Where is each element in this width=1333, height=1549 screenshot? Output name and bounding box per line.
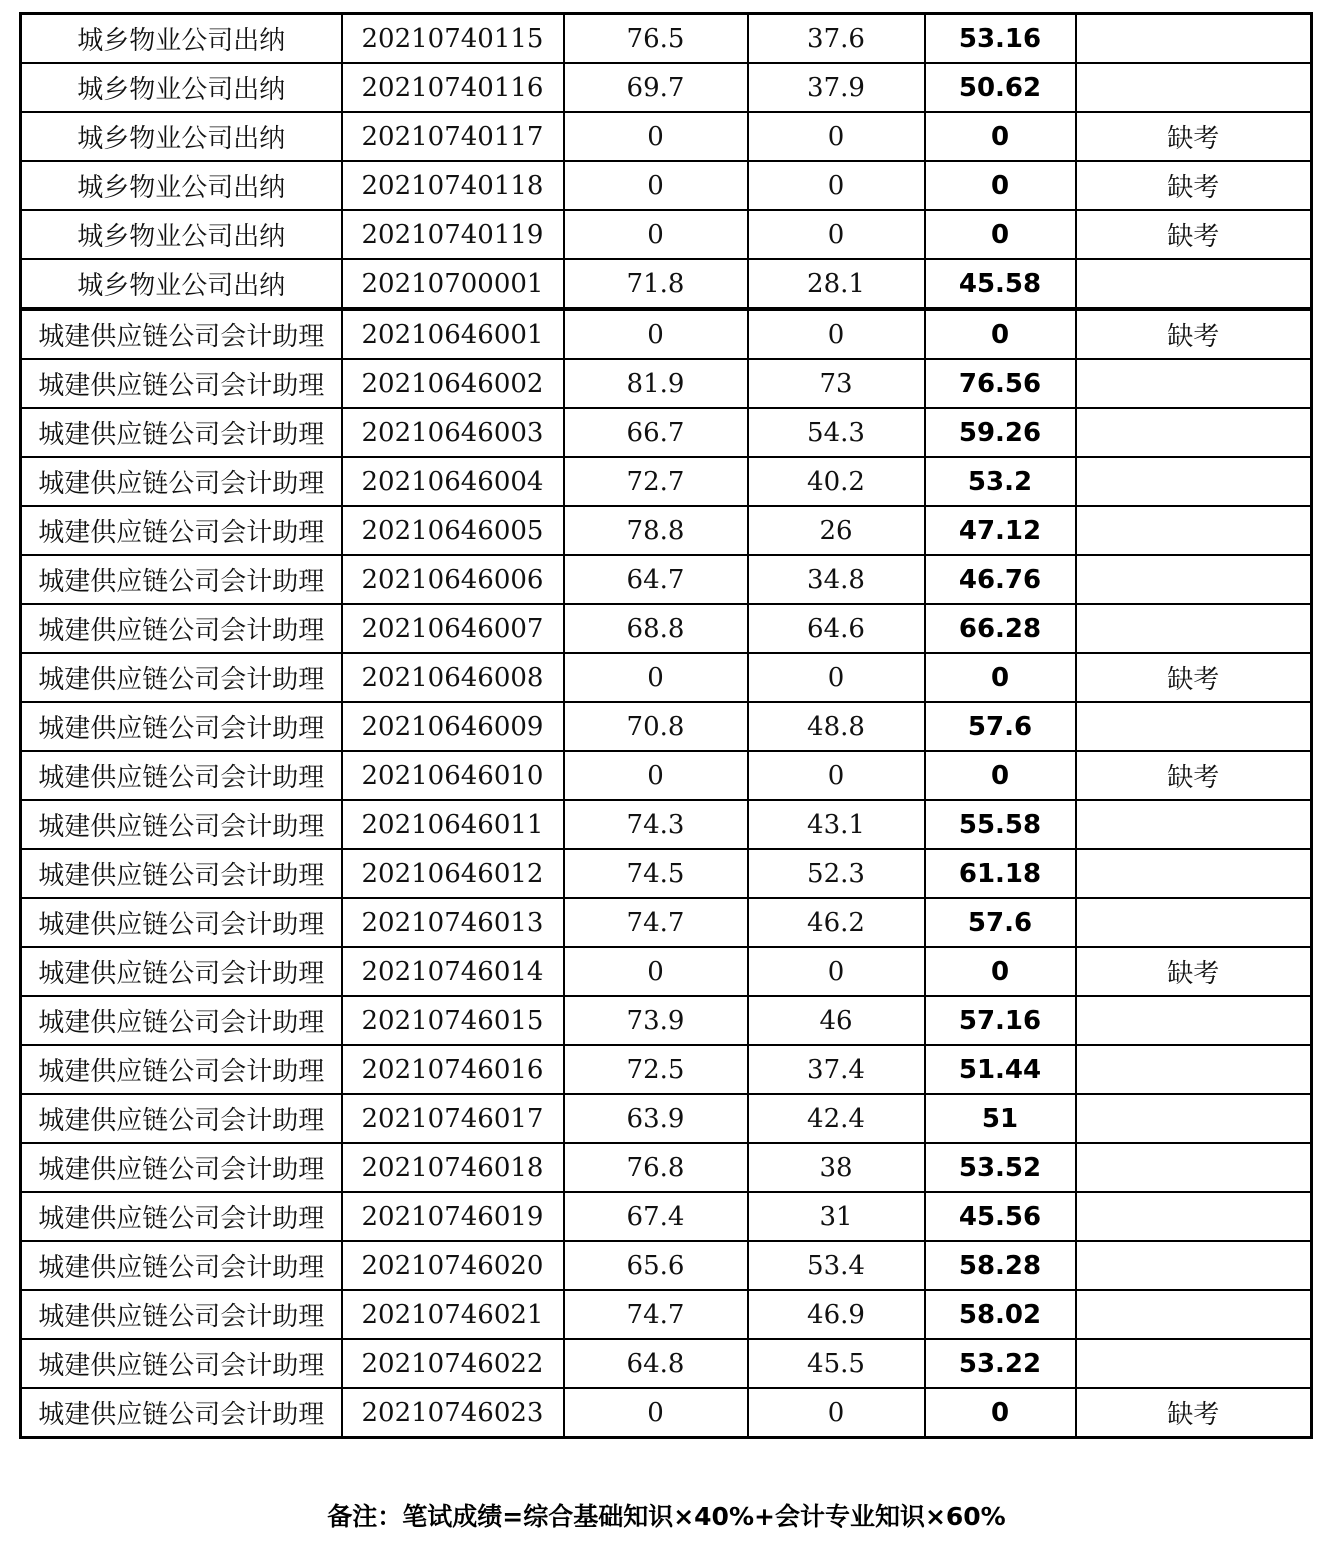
written-total-score-cell: 53.2 [925,457,1076,506]
table-row [21,604,1312,653]
position-cell: 城建供应链公司会计助理 [21,506,342,555]
position-cell: 城乡物业公司出纳 [21,161,342,210]
basic-knowledge-score-cell: 78.8 [564,506,748,555]
table-row [21,1241,1312,1290]
remark-cell [1076,359,1312,408]
table-row [21,1388,1312,1438]
exam-id-cell: 20210646008 [342,653,564,702]
table-row [21,1094,1312,1143]
written-total-score-cell: 0 [925,1388,1076,1438]
basic-knowledge-score-cell: 0 [564,947,748,996]
exam-id-cell: 20210746014 [342,947,564,996]
basic-knowledge-score-cell: 72.5 [564,1045,748,1094]
professional-score-cell: 37.4 [748,1045,925,1094]
remark-cell [1076,996,1312,1045]
position-cell: 城建供应链公司会计助理 [21,653,342,702]
remark-cell: 缺考 [1076,1388,1312,1438]
written-total-score-cell: 0 [925,112,1076,161]
basic-knowledge-score-cell: 74.3 [564,800,748,849]
position-cell: 城建供应链公司会计助理 [21,1241,342,1290]
exam-id-cell: 20210746017 [342,1094,564,1143]
position-cell: 城建供应链公司会计助理 [21,996,342,1045]
exam-id-cell: 20210746015 [342,996,564,1045]
basic-knowledge-score-cell: 0 [564,161,748,210]
table-row [21,408,1312,457]
professional-score-cell: 26 [748,506,925,555]
basic-knowledge-score-cell: 64.8 [564,1339,748,1388]
professional-score-cell: 0 [748,947,925,996]
score-table [19,12,1313,1439]
remark-cell [1076,702,1312,751]
professional-score-cell: 73 [748,359,925,408]
professional-score-cell: 46.2 [748,898,925,947]
remark-cell [1076,1094,1312,1143]
exam-id-cell: 20210646012 [342,849,564,898]
basic-knowledge-score-cell: 65.6 [564,1241,748,1290]
exam-id-cell: 20210746018 [342,1143,564,1192]
basic-knowledge-score-cell: 0 [564,112,748,161]
remark-cell [1076,849,1312,898]
professional-score-cell: 40.2 [748,457,925,506]
basic-knowledge-score-cell: 81.9 [564,359,748,408]
score-table-body [21,14,1312,1438]
remark-cell: 缺考 [1076,751,1312,800]
remark-cell [1076,506,1312,555]
written-total-score-cell: 58.28 [925,1241,1076,1290]
position-cell: 城建供应链公司会计助理 [21,1339,342,1388]
exam-id-cell: 20210646011 [342,800,564,849]
remark-cell [1076,555,1312,604]
exam-id-cell: 20210746021 [342,1290,564,1339]
professional-score-cell: 46 [748,996,925,1045]
professional-score-cell: 45.5 [748,1339,925,1388]
basic-knowledge-score-cell: 0 [564,1388,748,1438]
exam-id-cell: 20210646006 [342,555,564,604]
position-cell: 城乡物业公司出纳 [21,259,342,309]
written-total-score-cell: 0 [925,947,1076,996]
professional-score-cell: 0 [748,653,925,702]
professional-score-cell: 37.6 [748,14,925,64]
table-row [21,1290,1312,1339]
written-total-score-cell: 0 [925,210,1076,259]
footnote: 备注：笔试成绩=综合基础知识×40%+会计专业知识×60% [327,1502,1006,1531]
remark-cell [1076,63,1312,112]
written-total-score-cell: 0 [925,653,1076,702]
position-cell: 城建供应链公司会计助理 [21,947,342,996]
position-cell: 城建供应链公司会计助理 [21,408,342,457]
basic-knowledge-score-cell: 72.7 [564,457,748,506]
written-total-score-cell: 0 [925,751,1076,800]
basic-knowledge-score-cell: 0 [564,210,748,259]
written-total-score-cell: 66.28 [925,604,1076,653]
basic-knowledge-score-cell: 69.7 [564,63,748,112]
table-row [21,359,1312,408]
remark-cell: 缺考 [1076,112,1312,161]
position-cell: 城建供应链公司会计助理 [21,1290,342,1339]
written-total-score-cell: 57.16 [925,996,1076,1045]
position-cell: 城建供应链公司会计助理 [21,309,342,359]
written-total-score-cell: 55.58 [925,800,1076,849]
basic-knowledge-score-cell: 74.7 [564,898,748,947]
professional-score-cell: 0 [748,1388,925,1438]
professional-score-cell: 54.3 [748,408,925,457]
position-cell: 城建供应链公司会计助理 [21,751,342,800]
table-row [21,259,1312,309]
remark-cell: 缺考 [1076,161,1312,210]
basic-knowledge-score-cell: 74.7 [564,1290,748,1339]
exam-id-cell: 20210740116 [342,63,564,112]
professional-score-cell: 42.4 [748,1094,925,1143]
exam-id-cell: 20210740115 [342,14,564,64]
professional-score-cell: 52.3 [748,849,925,898]
written-total-score-cell: 0 [925,309,1076,359]
table-row [21,1045,1312,1094]
professional-score-cell: 34.8 [748,555,925,604]
exam-id-cell: 20210746016 [342,1045,564,1094]
remark-cell [1076,14,1312,64]
professional-score-cell: 31 [748,1192,925,1241]
written-total-score-cell: 58.02 [925,1290,1076,1339]
table-row [21,800,1312,849]
written-total-score-cell: 53.16 [925,14,1076,64]
table-row [21,161,1312,210]
exam-id-cell: 20210646001 [342,309,564,359]
professional-score-cell: 28.1 [748,259,925,309]
table-row [21,506,1312,555]
professional-score-cell: 0 [748,751,925,800]
position-cell: 城乡物业公司出纳 [21,63,342,112]
remark-cell [1076,1143,1312,1192]
basic-knowledge-score-cell: 64.7 [564,555,748,604]
exam-id-cell: 20210746023 [342,1388,564,1438]
basic-knowledge-score-cell: 71.8 [564,259,748,309]
written-total-score-cell: 57.6 [925,702,1076,751]
table-row [21,751,1312,800]
position-cell: 城建供应链公司会计助理 [21,800,342,849]
professional-score-cell: 0 [748,112,925,161]
written-total-score-cell: 53.22 [925,1339,1076,1388]
position-cell: 城建供应链公司会计助理 [21,1094,342,1143]
remark-cell [1076,259,1312,309]
position-cell: 城建供应链公司会计助理 [21,457,342,506]
written-total-score-cell: 57.6 [925,898,1076,947]
basic-knowledge-score-cell: 63.9 [564,1094,748,1143]
position-cell: 城建供应链公司会计助理 [21,1388,342,1438]
remark-cell [1076,1045,1312,1094]
basic-knowledge-score-cell: 73.9 [564,996,748,1045]
exam-id-cell: 20210746022 [342,1339,564,1388]
remark-cell [1076,1290,1312,1339]
position-cell: 城乡物业公司出纳 [21,112,342,161]
table-row [21,1192,1312,1241]
exam-id-cell: 20210646004 [342,457,564,506]
written-total-score-cell: 76.56 [925,359,1076,408]
exam-id-cell: 20210740119 [342,210,564,259]
basic-knowledge-score-cell: 76.8 [564,1143,748,1192]
table-row [21,947,1312,996]
position-cell: 城建供应链公司会计助理 [21,1045,342,1094]
written-total-score-cell: 47.12 [925,506,1076,555]
remark-cell: 缺考 [1076,947,1312,996]
table-row [21,112,1312,161]
remark-cell [1076,1339,1312,1388]
professional-score-cell: 46.9 [748,1290,925,1339]
position-cell: 城建供应链公司会计助理 [21,849,342,898]
basic-knowledge-score-cell: 76.5 [564,14,748,64]
exam-id-cell: 20210646005 [342,506,564,555]
basic-knowledge-score-cell: 0 [564,751,748,800]
position-cell: 城建供应链公司会计助理 [21,702,342,751]
professional-score-cell: 0 [748,309,925,359]
table-row [21,653,1312,702]
remark-cell [1076,800,1312,849]
professional-score-cell: 0 [748,161,925,210]
remark-cell: 缺考 [1076,653,1312,702]
written-total-score-cell: 61.18 [925,849,1076,898]
table-row [21,849,1312,898]
remark-cell [1076,457,1312,506]
remark-cell [1076,408,1312,457]
position-cell: 城建供应链公司会计助理 [21,898,342,947]
table-row [21,457,1312,506]
table-row [21,14,1312,64]
exam-id-cell: 20210646003 [342,408,564,457]
exam-id-cell: 20210746013 [342,898,564,947]
exam-id-cell: 20210646009 [342,702,564,751]
professional-score-cell: 53.4 [748,1241,925,1290]
written-total-score-cell: 59.26 [925,408,1076,457]
exam-id-cell: 20210646007 [342,604,564,653]
table-row [21,702,1312,751]
basic-knowledge-score-cell: 0 [564,309,748,359]
exam-id-cell: 20210646002 [342,359,564,408]
basic-knowledge-score-cell: 68.8 [564,604,748,653]
remark-cell [1076,898,1312,947]
professional-score-cell: 38 [748,1143,925,1192]
table-row [21,996,1312,1045]
table-row [21,1143,1312,1192]
basic-knowledge-score-cell: 67.4 [564,1192,748,1241]
table-row [21,555,1312,604]
exam-id-cell: 20210746020 [342,1241,564,1290]
remark-cell [1076,604,1312,653]
table-row [21,210,1312,259]
written-total-score-cell: 0 [925,161,1076,210]
exam-id-cell: 20210700001 [342,259,564,309]
table-row [21,898,1312,947]
written-total-score-cell: 50.62 [925,63,1076,112]
position-cell: 城建供应链公司会计助理 [21,359,342,408]
position-cell: 城乡物业公司出纳 [21,210,342,259]
position-cell: 城建供应链公司会计助理 [21,604,342,653]
exam-id-cell: 20210740118 [342,161,564,210]
written-total-score-cell: 51.44 [925,1045,1076,1094]
position-cell: 城建供应链公司会计助理 [21,1192,342,1241]
table-row [21,1339,1312,1388]
position-cell: 城乡物业公司出纳 [21,14,342,64]
exam-id-cell: 20210746019 [342,1192,564,1241]
exam-id-cell: 20210646010 [342,751,564,800]
written-total-score-cell: 45.58 [925,259,1076,309]
basic-knowledge-score-cell: 66.7 [564,408,748,457]
position-cell: 城建供应链公司会计助理 [21,1143,342,1192]
professional-score-cell: 0 [748,210,925,259]
table-row [21,309,1312,359]
professional-score-cell: 48.8 [748,702,925,751]
basic-knowledge-score-cell: 70.8 [564,702,748,751]
remark-cell [1076,1192,1312,1241]
written-total-score-cell: 53.52 [925,1143,1076,1192]
basic-knowledge-score-cell: 74.5 [564,849,748,898]
remark-cell: 缺考 [1076,210,1312,259]
professional-score-cell: 64.6 [748,604,925,653]
professional-score-cell: 37.9 [748,63,925,112]
remark-cell: 缺考 [1076,309,1312,359]
exam-id-cell: 20210740117 [342,112,564,161]
basic-knowledge-score-cell: 0 [564,653,748,702]
position-cell: 城建供应链公司会计助理 [21,555,342,604]
written-total-score-cell: 45.56 [925,1192,1076,1241]
table-row [21,63,1312,112]
written-total-score-cell: 51 [925,1094,1076,1143]
professional-score-cell: 43.1 [748,800,925,849]
written-total-score-cell: 46.76 [925,555,1076,604]
remark-cell [1076,1241,1312,1290]
